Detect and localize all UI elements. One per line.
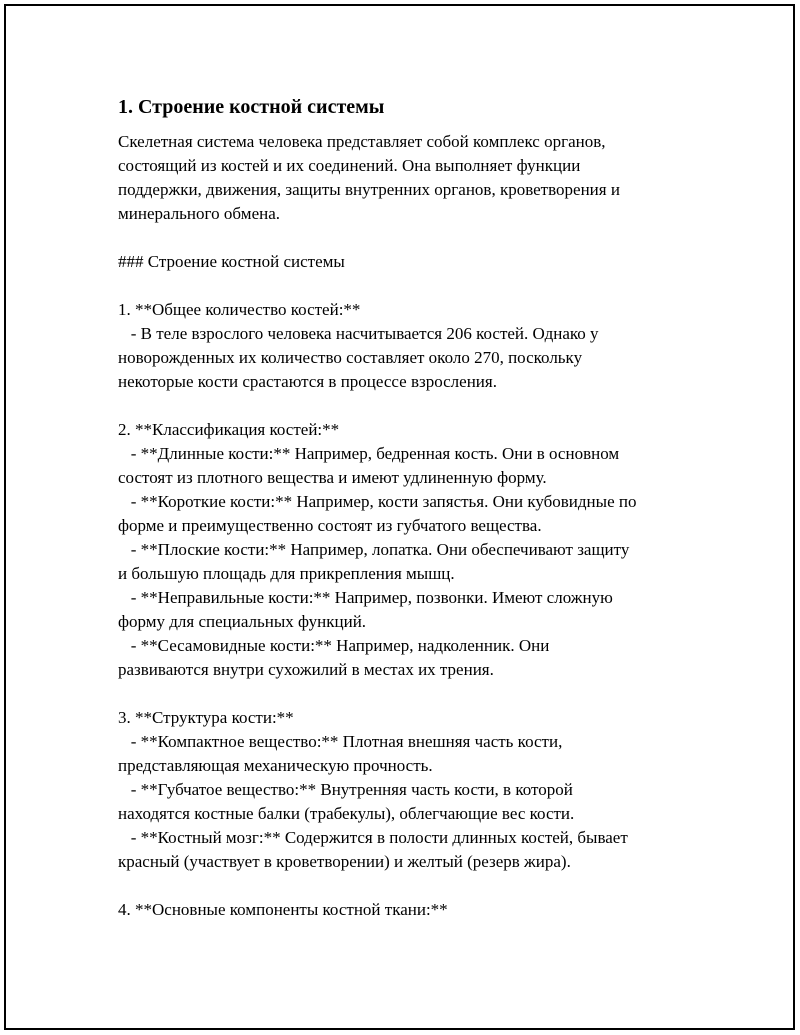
section-line: состоят из плотного вещества и имеют удлиненную форму. (118, 468, 547, 487)
spacer (118, 226, 698, 250)
section-line: красный (участвует в кроветворении) и желтый (резерв жира). (118, 852, 571, 871)
section-line: - **Губчатое вещество:** Внутренняя часть кости, в которой (118, 780, 573, 799)
section-line: представляющая механическую прочность. (118, 756, 433, 775)
spacer (118, 682, 698, 706)
intro-line: поддержки, движения, защиты внутренних органов, кроветворения и (118, 180, 620, 199)
section-line: - **Длинные кости:** Например, бедренная кость. Они в основном (118, 444, 620, 463)
section-line: находятся костные балки (трабекулы), облегчающие вес кости. (118, 804, 575, 823)
spacer (118, 394, 698, 418)
section-line: - **Плоские кости:** Например, лопатка. Они обеспечивают защиту (118, 540, 630, 559)
section-bone-tissue (118, 898, 698, 922)
section-title: 1. **Общее количество костей:** (118, 300, 361, 319)
section-line: некоторые кости срастаются в процессе взросления. (118, 372, 497, 391)
document-heading: 1. Строение костной системы (118, 96, 385, 118)
section-title: 3. **Структура кости:** (118, 708, 294, 727)
section-line: форму для специальных функций. (118, 612, 367, 631)
section-bone-structure (118, 706, 698, 874)
subheading: ### Строение костной системы (118, 252, 345, 271)
section-line: и большую площадь для прикрепления мышц. (118, 564, 455, 583)
section-title: 2. **Классификация костей:** (118, 420, 340, 439)
section-line: - **Сесамовидные кости:** Например, надколенник. Они (118, 636, 550, 655)
section-bone-classification (118, 418, 698, 682)
spacer (118, 874, 698, 898)
section-line: развиваются внутри сухожилий в местах их трения. (118, 660, 494, 679)
section-line: - **Костный мозг:** Содержится в полости длинных костей, бывает (118, 828, 628, 847)
document-body (118, 94, 698, 922)
spacer (118, 274, 698, 298)
section-line: - **Неправильные кости:** Например, позвонки. Имеют сложную (118, 588, 613, 607)
section-bone-count (118, 298, 698, 394)
section-line: - **Компактное вещество:** Плотная внешняя часть кости, (118, 732, 563, 751)
section-line: форме и преимущественно состоят из губчатого вещества. (118, 516, 542, 535)
intro-line: Скелетная система человека представляет собой комплекс органов, (118, 132, 606, 151)
intro-line: состоящий из костей и их соединений. Она выполняет функции (118, 156, 581, 175)
intro-paragraph (118, 130, 698, 226)
section-line: новорожденных их количество составляет около 270, поскольку (118, 348, 583, 367)
intro-line: минерального обмена. (118, 204, 281, 223)
section-line: - В теле взрослого человека насчитывается 206 костей. Однако у (118, 324, 599, 343)
section-line: - **Короткие кости:** Например, кости запястья. Они кубовидные по (118, 492, 637, 511)
section-title: 4. **Основные компоненты костной ткани:** (118, 900, 448, 919)
